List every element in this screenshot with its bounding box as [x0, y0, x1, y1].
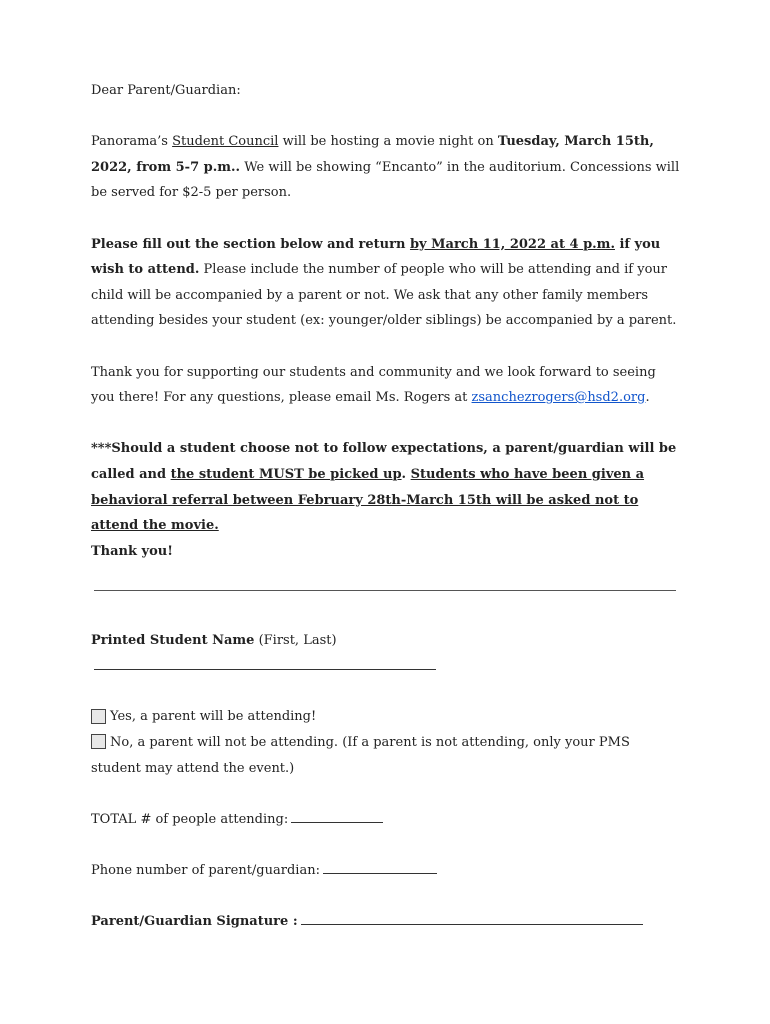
- event-date-text: Tuesday, March 15th, 2022, from 5-7 p.m..: [91, 134, 654, 175]
- student-council-text: Student Council: [172, 134, 279, 150]
- student-name-label-rest: (First, Last): [254, 633, 337, 649]
- signature-label: Parent/Guardian Signature :: [91, 914, 298, 930]
- p2-bold-post: if you wish to attend.: [91, 236, 661, 278]
- p1-mid: will be hosting a movie night on: [278, 134, 498, 150]
- p3-text: Thank you for supporting our students and community and we look forward to seeing you there! For any questions, please email Ms. Rogers at: [91, 364, 656, 406]
- paragraph-instructions: [91, 232, 681, 334]
- p2-bold-pre: Please fill out the section below and return: [91, 236, 410, 252]
- paragraph-event-info: [91, 129, 681, 206]
- p1-pre: Panorama’s: [91, 134, 173, 150]
- p2-rest: Please include the number of people who will be attending and if your child will be accompanied by a parent or not. We ask that any other family members attending besides your student (ex: younger/older siblings) be accompanied by a parent.: [91, 262, 677, 329]
- signature-row: [91, 909, 681, 935]
- letter-page: [91, 78, 681, 935]
- student-name-row: [91, 628, 681, 679]
- phone-field[interactable]: [323, 859, 437, 874]
- checkbox-yes[interactable]: [91, 709, 106, 724]
- option-no-label-wrap: [91, 730, 681, 781]
- p3-end: .: [645, 390, 650, 406]
- option-no-label: No, a parent will not be attending. (If a parent is not attending, only your PMS student may attend the event.): [91, 735, 630, 776]
- p1-post: We will be showing “Encanto” in the auditorium. Concessions will be served for $2-5 per person.: [91, 159, 680, 201]
- picked-up-text: the student MUST be picked up: [170, 466, 402, 482]
- student-name-field[interactable]: [94, 655, 436, 670]
- total-label: TOTAL # of people attending:: [91, 811, 289, 827]
- email-link[interactable]: zsanchezrogers@hsd2.org: [471, 390, 646, 406]
- greeting: [91, 78, 681, 104]
- option-yes-label: Yes, a parent will be attending!: [110, 709, 317, 725]
- checkbox-no[interactable]: [91, 734, 106, 749]
- student-name-label: Printed Student Name: [91, 633, 255, 649]
- phone-row: [91, 858, 681, 884]
- greeting-text: Dear Parent/Guardian:: [91, 83, 241, 98]
- option-yes-row: [91, 704, 681, 730]
- referral-text: Students who have been given a behavioral referral between February 28th-March 15th will be asked not to attend the movie.: [91, 466, 645, 534]
- p4-pre: ***Should a student choose not to follow expectations, a parent/guardian will be called and: [91, 441, 677, 482]
- paragraph-expectations: [91, 436, 681, 538]
- option-no-row: [91, 730, 681, 781]
- deadline-text: by March 11, 2022 at 4 p.m.: [409, 236, 615, 252]
- thank-you-line: [91, 539, 681, 565]
- p4-mid: .: [401, 466, 411, 482]
- signature-field[interactable]: [301, 910, 643, 925]
- thank-you-text: Thank you!: [91, 543, 173, 559]
- paragraph-contact: [91, 360, 681, 411]
- total-field[interactable]: [291, 808, 383, 823]
- phone-label: Phone number of parent/guardian:: [91, 863, 320, 879]
- total-row: [91, 807, 681, 833]
